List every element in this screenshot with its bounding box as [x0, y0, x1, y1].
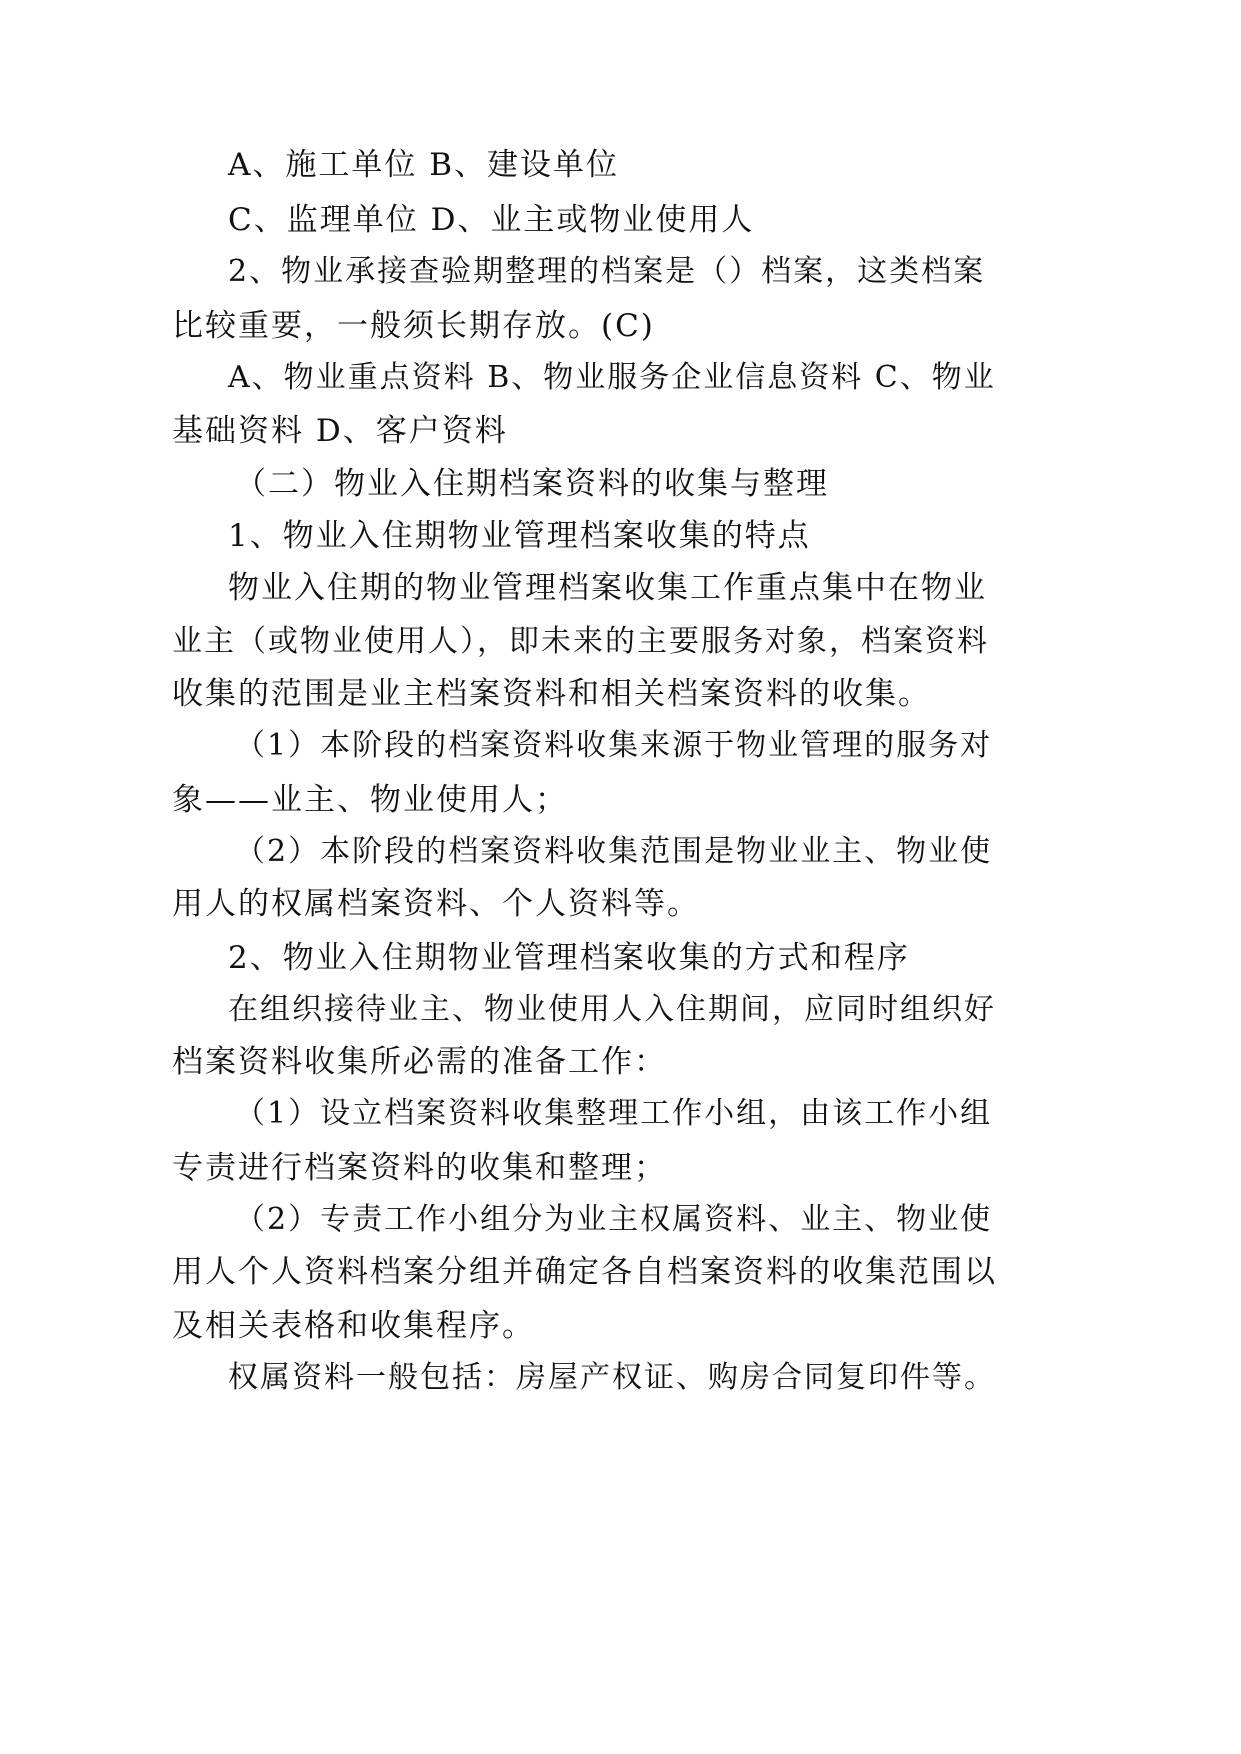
- text-line-16: 2、物业入住期物业管理档案收集的方式和程序: [228, 940, 910, 976]
- text-line-13: 象——业主、物业使用人；: [172, 782, 568, 818]
- text-line-6: 基础资料 D、客户资料: [172, 413, 508, 449]
- text-line-10: 业主（或物业使用人），即未来的主要服务对象，档案资料: [172, 624, 989, 659]
- text-line-24: 权属资料一般包括：房屋产权证、购房合同复印件等。: [228, 1360, 996, 1395]
- text-line-11: 收集的范围是业主档案资料和相关档案资料的收集。: [172, 676, 931, 712]
- text-line-21: （2）专责工作小组分为业主权属资料、业主、物业使: [235, 1202, 993, 1237]
- text-line-4: 比较重要，一般须长期存放。(C): [172, 308, 655, 344]
- text-line-23: 及相关表格和收集程序。: [172, 1308, 535, 1344]
- text-line-20: 专责进行档案资料的收集和整理；: [172, 1150, 667, 1186]
- text-line-9: 物业入住期的物业管理档案收集工作重点集中在物业: [228, 570, 987, 606]
- text-line-8: 1、物业入住期物业管理档案收集的特点: [228, 518, 811, 554]
- text-line-5: A、物业重点资料 B、物业服务企业信息资料 C、物业: [228, 360, 996, 395]
- text-line-22: 用人个人资料档案分组并确定各自档案资料的收集范围以: [172, 1254, 997, 1290]
- text-line-7: （二）物业入住期档案资料的收集与整理: [235, 466, 829, 502]
- text-line-3: 2、物业承接查验期整理的档案是（）档案，这类档案: [228, 254, 986, 289]
- text-line-12: （1）本阶段的档案资料收集来源于物业管理的服务对: [235, 728, 993, 763]
- text-line-15: 用人的权属档案资料、个人资料等。: [172, 886, 700, 922]
- text-line-2: C、监理单位 D、业主或物业使用人: [228, 202, 755, 238]
- text-line-1: A、施工单位 B、建设单位: [228, 147, 620, 183]
- text-line-19: （1）设立档案资料收集整理工作小组，由该工作小组: [235, 1096, 993, 1131]
- text-line-14: （2）本阶段的档案资料收集范围是物业业主、物业使: [235, 834, 993, 869]
- text-line-18: 档案资料收集所必需的准备工作：: [172, 1044, 667, 1080]
- text-line-17: 在组织接待业主、物业使用人入住期间，应同时组织好: [228, 992, 996, 1027]
